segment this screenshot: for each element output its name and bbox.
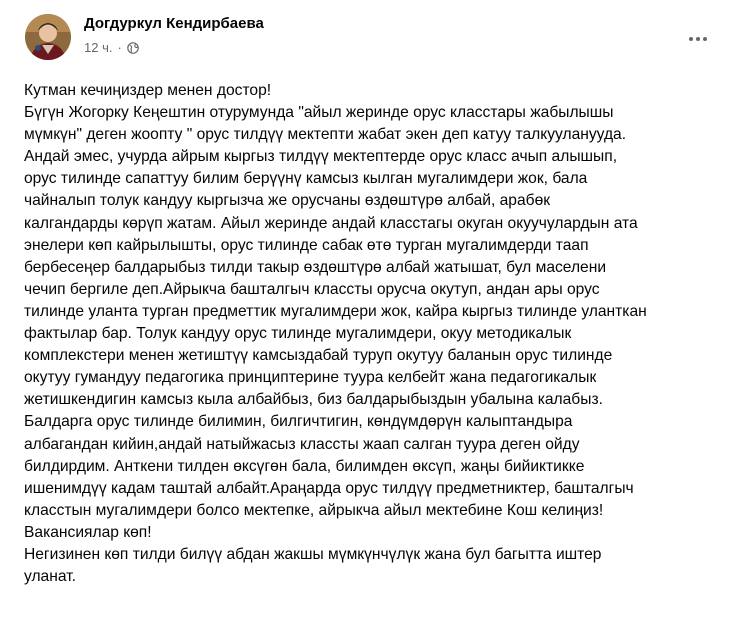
post-text-line: бербесеңер балдарыбыз тилди такыр өздөштүрө албай жатышат, бул маселени <box>24 258 607 276</box>
post-text-line: окутуу гумандуу педагогика принциптерине туура келбейт жана педагогикалык <box>24 369 597 387</box>
post-text-line: орус тилинде сапаттуу билим берүүнү камсыз кылган мугалимдери жок, бала <box>24 170 588 188</box>
post-body <box>24 80 734 588</box>
more-options-button[interactable] <box>680 24 716 54</box>
post-text-line: чайналып толук кандуу кыргызча же орусчаны өздөштүрө албай, арабөк <box>24 192 551 210</box>
post-text-line: Балдарга орус тилинде билимин, билгичтигин, көндүмдөрүн калыптандыра <box>24 413 573 431</box>
post-text-line: ишенимдүү кадам таштай албайт.Араңарда орус тилдүү предметниктер, башталгыч <box>24 479 634 497</box>
author-name[interactable]: Догдуркул Кендирбаева <box>84 15 264 32</box>
post-text-line: класстын мугалимдери болсо мектепке, айрыкча айыл мектебине Кош келиңиз! <box>24 501 604 519</box>
more-options-icon-dot <box>703 37 707 41</box>
post-text-line: тилинде уланта турган предметтик мугалимдери жок, кайра кыргыз тилинде уланткан <box>24 302 647 320</box>
post-text-line: фактылар бар. Толук кандуу орус тилинде мугалимдери, окуу методикалык <box>24 325 572 343</box>
post-text-line: чечип бергиле деп.Айрыкча башталгыч классты орусча окутуп, андан ары орус <box>24 280 600 298</box>
globe-icon[interactable] <box>127 42 139 54</box>
post-meta <box>84 40 139 55</box>
post-text-line: мүмкүн" деген жоопту " орус тилдүү мектепти жабат экен деп катуу талкууланууда. <box>24 126 627 144</box>
post-text-line: жетишкендигин камсыз кыла албайбыз, биз балдарыбыздын убалына калабыз. <box>24 391 603 409</box>
post-time[interactable]: 12 ч. <box>84 40 113 55</box>
post-text-line: уланат. <box>24 568 76 586</box>
post-text-line: билдирдим. Анткени тилден өксүгөн бала, билимден өксүп, жаңы бийиктикке <box>24 457 585 475</box>
post-text-line: калгандарды көрүп жатам. Айыл жеринде андай класстагы окуган окуучулардын ата <box>24 214 638 232</box>
post-text-line: Андай эмес, учурда айрым кыргыз тилдүү мектептерде орус класс ачып алышып, <box>24 148 618 166</box>
author-avatar[interactable] <box>25 14 71 60</box>
meta-separator: · <box>117 40 122 55</box>
post-text-line: Бүгүн Жогорку Кеңештин отурумунда "айыл жеринде орус класстары жабылышы <box>24 104 614 122</box>
more-options-icon <box>689 37 693 41</box>
post-text-line: комплекстери менен жетиштүү камсыздабай туруп окутуу баланын орус тилинде <box>24 347 613 365</box>
post-text-line: Негизинен көп тилди билүү абдан жакшы мүмкүнчүлүк жана бул багытта иштер <box>24 545 602 563</box>
avatar-image <box>25 14 71 60</box>
post-text-line: албагандан кийин,андай натыйжасыз классты жаап салган туура деген ойду <box>24 435 580 453</box>
post-text-line: Вакансиялар көп! <box>24 523 152 541</box>
post-text-line: энелери көп кайрылышты, орус тилинде сабак өтө турган мугалимдерди таап <box>24 236 589 254</box>
post-text-line: Кутман кечиңиздер менен достор! <box>24 82 272 99</box>
more-options-icon-dot <box>696 37 700 41</box>
